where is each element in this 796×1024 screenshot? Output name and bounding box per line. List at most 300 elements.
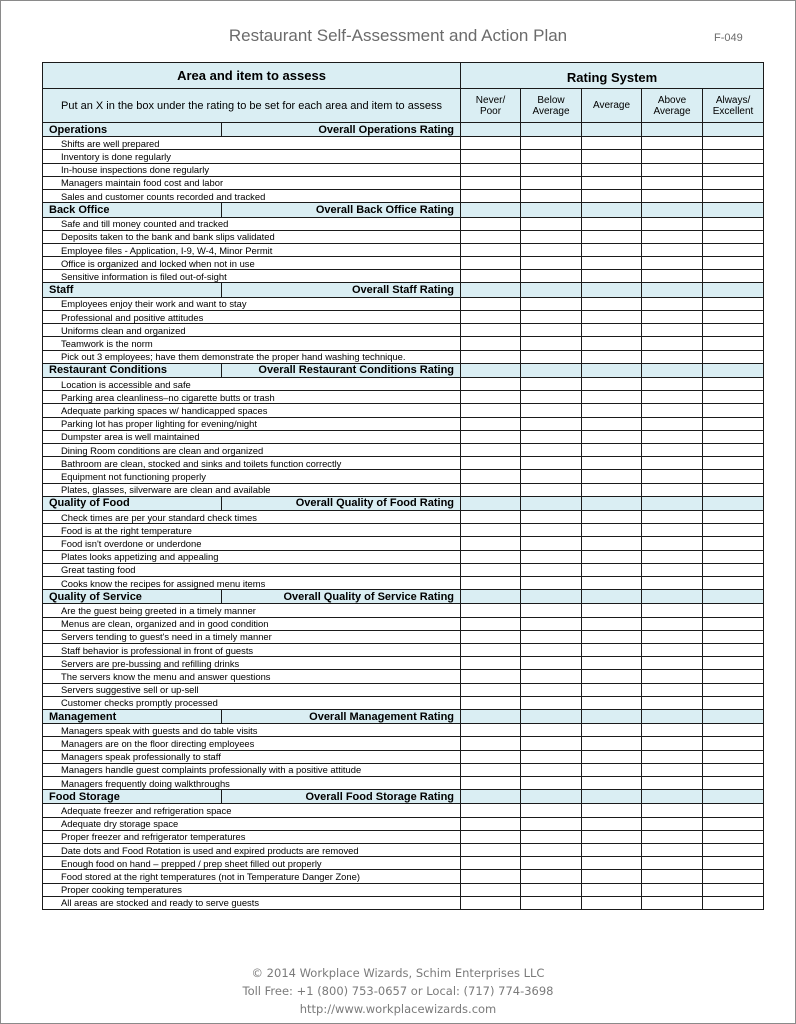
rating-checkbox[interactable] [461,324,521,337]
rating-checkbox[interactable] [461,643,521,656]
rating-checkbox[interactable] [521,563,582,576]
rating-checkbox[interactable] [642,604,703,617]
rating-checkbox[interactable] [703,150,764,163]
rating-checkbox[interactable] [582,870,642,883]
overall-rating-box[interactable] [521,363,582,377]
rating-checkbox[interactable] [461,470,521,483]
overall-rating-box[interactable] [582,283,642,297]
rating-checkbox[interactable] [521,270,582,283]
rating-checkbox[interactable] [521,470,582,483]
rating-checkbox[interactable] [461,310,521,323]
overall-rating-box[interactable] [582,709,642,723]
rating-checkbox[interactable] [703,776,764,789]
rating-checkbox[interactable] [461,737,521,750]
rating-checkbox[interactable] [461,378,521,391]
rating-checkbox[interactable] [461,257,521,270]
section-header-row [43,363,764,377]
rating-checkbox[interactable] [703,630,764,643]
rating-checkbox[interactable] [521,883,582,896]
rating-checkbox[interactable] [521,137,582,150]
rating-checkbox[interactable] [521,683,582,696]
overall-rating-box[interactable] [642,709,703,723]
rating-checkbox[interactable] [642,724,703,737]
rating-checkbox[interactable] [521,297,582,310]
rating-checkbox[interactable] [582,324,642,337]
rating-checkbox[interactable] [521,417,582,430]
rating-checkbox[interactable] [642,844,703,857]
rating-checkbox[interactable] [703,537,764,550]
rating-checkbox[interactable] [642,696,703,709]
rating-checkbox[interactable] [521,657,582,670]
rating-checkbox[interactable] [521,350,582,363]
rating-checkbox[interactable] [582,643,642,656]
rating-checkbox[interactable] [521,630,582,643]
rating-checkbox[interactable] [582,883,642,896]
overall-rating-box[interactable] [521,123,582,137]
rating-checkbox[interactable] [582,524,642,537]
rating-checkbox[interactable] [582,604,642,617]
rating-checkbox[interactable] [521,576,582,589]
rating-checkbox[interactable] [461,176,521,189]
rating-checkbox[interactable] [703,270,764,283]
rating-checkbox[interactable] [703,243,764,256]
rating-checkbox[interactable] [642,510,703,523]
rating-checkbox[interactable] [582,563,642,576]
rating-checkbox[interactable] [461,763,521,776]
rating-checkbox[interactable] [582,163,642,176]
rating-checkbox[interactable] [642,391,703,404]
overall-rating-box[interactable] [461,590,521,604]
rating-checkbox[interactable] [461,510,521,523]
overall-rating-box[interactable] [461,363,521,377]
rating-checkbox[interactable] [582,617,642,630]
rating-checkbox[interactable] [582,550,642,563]
rating-checkbox[interactable] [461,776,521,789]
rating-checkbox[interactable] [703,696,764,709]
overall-rating-box[interactable] [642,123,703,137]
rating-checkbox[interactable] [521,217,582,230]
rating-checkbox[interactable] [703,483,764,496]
rating-checkbox[interactable] [461,391,521,404]
rating-checkbox[interactable] [642,176,703,189]
rating-checkbox[interactable] [703,683,764,696]
overall-rating-box[interactable] [703,203,764,217]
rating-checkbox[interactable] [582,670,642,683]
overall-rating-box[interactable] [582,203,642,217]
rating-checkbox[interactable] [642,324,703,337]
rating-checkbox[interactable] [642,817,703,830]
overall-rating-box[interactable] [461,203,521,217]
rating-checkbox[interactable] [703,896,764,909]
footer-website[interactable]: http://www.workplacewizards.com [299,1002,497,1016]
overall-rating-box[interactable] [582,123,642,137]
rating-checkbox[interactable] [461,683,521,696]
rating-checkbox[interactable] [521,391,582,404]
rating-checkbox[interactable] [582,243,642,256]
rating-checkbox[interactable] [461,696,521,709]
overall-rating-box[interactable] [703,496,764,510]
rating-checkbox[interactable] [642,417,703,430]
overall-rating-box[interactable] [642,496,703,510]
overall-rating-box[interactable] [703,123,764,137]
rating-checkbox[interactable] [461,844,521,857]
rating-checkbox[interactable] [642,297,703,310]
rating-checkbox[interactable] [703,563,764,576]
rating-checkbox[interactable] [582,576,642,589]
rating-checkbox[interactable] [642,270,703,283]
rating-checkbox[interactable] [582,417,642,430]
rating-checkbox[interactable] [642,870,703,883]
rating-checkbox[interactable] [703,176,764,189]
rating-checkbox[interactable] [582,270,642,283]
rating-checkbox[interactable] [521,483,582,496]
rating-checkbox[interactable] [582,470,642,483]
rating-checkbox[interactable] [642,750,703,763]
rating-checkbox[interactable] [582,404,642,417]
rating-checkbox[interactable] [582,350,642,363]
rating-checkbox[interactable] [642,190,703,203]
rating-checkbox[interactable] [461,830,521,843]
overall-rating-box[interactable] [461,123,521,137]
rating-checkbox[interactable] [461,750,521,763]
rating-checkbox[interactable] [461,617,521,630]
rating-checkbox[interactable] [703,817,764,830]
rating-checkbox[interactable] [582,830,642,843]
rating-checkbox[interactable] [703,550,764,563]
rating-checkbox[interactable] [642,657,703,670]
rating-checkbox[interactable] [582,857,642,870]
rating-checkbox[interactable] [521,817,582,830]
rating-checkbox[interactable] [461,537,521,550]
rating-checkbox[interactable] [461,163,521,176]
rating-checkbox[interactable] [642,830,703,843]
rating-checkbox[interactable] [582,804,642,817]
rating-checkbox[interactable] [461,483,521,496]
rating-checkbox[interactable] [582,378,642,391]
rating-checkbox[interactable] [703,617,764,630]
rating-checkbox[interactable] [703,576,764,589]
rating-checkbox[interactable] [642,150,703,163]
rating-checkbox[interactable] [703,137,764,150]
rating-checkbox[interactable] [703,670,764,683]
rating-checkbox[interactable] [582,297,642,310]
rating-checkbox[interactable] [461,576,521,589]
rating-checkbox[interactable] [642,457,703,470]
rating-checkbox[interactable] [461,870,521,883]
rating-checkbox[interactable] [642,617,703,630]
overall-rating-box[interactable] [642,363,703,377]
rating-checkbox[interactable] [582,391,642,404]
rating-checkbox[interactable] [521,163,582,176]
overall-rating-box[interactable] [521,590,582,604]
rating-checkbox[interactable] [461,137,521,150]
rating-checkbox[interactable] [703,750,764,763]
overall-rating-box[interactable] [521,790,582,804]
rating-checkbox[interactable] [461,883,521,896]
rating-checkbox[interactable] [642,404,703,417]
rating-checkbox[interactable] [703,457,764,470]
overall-rating-box[interactable] [703,283,764,297]
rating-checkbox[interactable] [703,604,764,617]
rating-checkbox[interactable] [461,270,521,283]
rating-checkbox[interactable] [703,378,764,391]
rating-checkbox[interactable] [582,230,642,243]
rating-checkbox[interactable] [582,657,642,670]
rating-checkbox[interactable] [703,870,764,883]
rating-checkbox[interactable] [582,630,642,643]
rating-checkbox[interactable] [521,378,582,391]
overall-rating-box[interactable] [461,709,521,723]
rating-checkbox[interactable] [582,817,642,830]
rating-checkbox[interactable] [642,163,703,176]
rating-checkbox[interactable] [642,550,703,563]
rating-checkbox[interactable] [642,537,703,550]
rating-checkbox[interactable] [521,337,582,350]
overall-rating-box[interactable] [642,790,703,804]
rating-checkbox[interactable] [642,857,703,870]
overall-rating-box[interactable] [461,790,521,804]
rating-checkbox[interactable] [642,257,703,270]
rating-checkbox[interactable] [642,230,703,243]
rating-checkbox[interactable] [521,737,582,750]
rating-checkbox[interactable] [521,857,582,870]
overall-rating-box[interactable] [521,203,582,217]
rating-checkbox[interactable] [703,857,764,870]
rating-checkbox[interactable] [521,190,582,203]
rating-checkbox[interactable] [521,443,582,456]
overall-rating-box[interactable] [521,496,582,510]
rating-checkbox[interactable] [582,737,642,750]
overall-rating-box[interactable] [582,790,642,804]
rating-checkbox[interactable] [642,576,703,589]
rating-checkbox[interactable] [521,310,582,323]
rating-checkbox[interactable] [703,737,764,750]
rating-checkbox[interactable] [703,830,764,843]
rating-checkbox[interactable] [642,243,703,256]
rating-checkbox[interactable] [461,670,521,683]
overall-rating-box[interactable] [703,590,764,604]
rating-checkbox[interactable] [521,604,582,617]
rating-checkbox[interactable] [521,430,582,443]
overall-rating-box[interactable] [582,590,642,604]
rating-checkbox[interactable] [582,683,642,696]
rating-checkbox[interactable] [521,257,582,270]
rating-checkbox[interactable] [582,457,642,470]
rating-checkbox[interactable] [703,844,764,857]
rating-checkbox[interactable] [703,443,764,456]
rating-checkbox[interactable] [703,310,764,323]
rating-checkbox[interactable] [521,524,582,537]
rating-checkbox[interactable] [642,563,703,576]
rating-checkbox[interactable] [521,243,582,256]
rating-checkbox[interactable] [582,844,642,857]
rating-checkbox[interactable] [642,137,703,150]
rating-checkbox[interactable] [582,750,642,763]
rating-checkbox[interactable] [461,550,521,563]
overall-rating-box[interactable] [642,283,703,297]
rating-checkbox[interactable] [703,297,764,310]
rating-checkbox[interactable] [703,324,764,337]
rating-checkbox[interactable] [642,630,703,643]
rating-checkbox[interactable] [461,350,521,363]
rating-checkbox[interactable] [582,443,642,456]
rating-checkbox[interactable] [582,510,642,523]
rating-checkbox[interactable] [642,350,703,363]
rating-checkbox[interactable] [582,137,642,150]
rating-checkbox[interactable] [582,763,642,776]
rating-checkbox[interactable] [703,350,764,363]
rating-checkbox[interactable] [642,643,703,656]
rating-checkbox[interactable] [461,230,521,243]
rating-checkbox[interactable] [582,310,642,323]
rating-checkbox[interactable] [703,643,764,656]
section-name: Operations [43,123,222,137]
rating-checkbox[interactable] [582,537,642,550]
rating-checkbox[interactable] [642,470,703,483]
rating-checkbox[interactable] [521,537,582,550]
rating-checkbox[interactable] [703,230,764,243]
rating-checkbox[interactable] [521,750,582,763]
rating-checkbox[interactable] [461,150,521,163]
rating-checkbox[interactable] [461,817,521,830]
rating-checkbox[interactable] [642,763,703,776]
rating-checkbox[interactable] [582,190,642,203]
rating-checkbox[interactable] [703,430,764,443]
rating-checkbox[interactable] [642,443,703,456]
rating-checkbox[interactable] [582,257,642,270]
rating-checkbox[interactable] [521,176,582,189]
rating-checkbox[interactable] [642,683,703,696]
rating-checkbox[interactable] [521,457,582,470]
rating-checkbox[interactable] [521,643,582,656]
rating-checkbox[interactable] [703,724,764,737]
rating-checkbox[interactable] [461,404,521,417]
rating-checkbox[interactable] [703,337,764,350]
rating-checkbox[interactable] [461,604,521,617]
rating-checkbox[interactable] [703,417,764,430]
rating-checkbox[interactable] [642,670,703,683]
rating-checkbox[interactable] [642,883,703,896]
rating-checkbox[interactable] [521,324,582,337]
rating-checkbox[interactable] [461,563,521,576]
overall-rating-box[interactable] [703,709,764,723]
rating-checkbox[interactable] [461,804,521,817]
rating-checkbox[interactable] [582,696,642,709]
rating-checkbox[interactable] [642,737,703,750]
rating-checkbox[interactable] [642,896,703,909]
overall-rating-box[interactable] [461,283,521,297]
rating-checkbox[interactable] [521,896,582,909]
rating-checkbox[interactable] [582,176,642,189]
rating-checkbox[interactable] [461,457,521,470]
rating-checkbox[interactable] [703,257,764,270]
rating-checkbox[interactable] [461,524,521,537]
overall-rating-box[interactable] [521,283,582,297]
rating-checkbox[interactable] [521,670,582,683]
rating-checkbox[interactable] [521,870,582,883]
rating-checkbox[interactable] [582,430,642,443]
rating-checkbox[interactable] [461,443,521,456]
rating-checkbox[interactable] [521,696,582,709]
rating-checkbox[interactable] [703,524,764,537]
assessment-item-text: Menus are clean, organized and in good condition [43,617,461,630]
rating-checkbox[interactable] [703,217,764,230]
rating-checkbox[interactable] [461,297,521,310]
rating-checkbox[interactable] [521,776,582,789]
rating-checkbox[interactable] [521,830,582,843]
rating-checkbox[interactable] [703,657,764,670]
rating-checkbox[interactable] [582,217,642,230]
rating-checkbox[interactable] [582,337,642,350]
rating-checkbox[interactable] [521,724,582,737]
overall-rating-box[interactable] [582,496,642,510]
overall-rating-box[interactable] [703,363,764,377]
rating-checkbox[interactable] [461,630,521,643]
rating-checkbox[interactable] [461,896,521,909]
rating-checkbox[interactable] [461,243,521,256]
rating-checkbox[interactable] [642,217,703,230]
rating-checkbox[interactable] [521,230,582,243]
rating-checkbox[interactable] [521,404,582,417]
rating-checkbox[interactable] [461,217,521,230]
overall-rating-box[interactable] [582,363,642,377]
rating-checkbox[interactable] [461,337,521,350]
rating-checkbox[interactable] [642,483,703,496]
rating-checkbox[interactable] [521,804,582,817]
rating-checkbox[interactable] [703,391,764,404]
rating-checkbox[interactable] [461,657,521,670]
rating-checkbox[interactable] [521,150,582,163]
overall-rating-box[interactable] [521,709,582,723]
overall-rating-box[interactable] [703,790,764,804]
rating-checkbox[interactable] [642,337,703,350]
rating-checkbox[interactable] [642,430,703,443]
rating-checkbox[interactable] [642,776,703,789]
instructions: Put an X in the box under the rating to be set for each area and item to assess [43,89,461,123]
rating-checkbox[interactable] [521,763,582,776]
overall-rating-box[interactable] [642,203,703,217]
rating-checkbox[interactable] [703,163,764,176]
rating-checkbox[interactable] [642,804,703,817]
rating-checkbox[interactable] [461,190,521,203]
rating-checkbox[interactable] [461,724,521,737]
rating-checkbox[interactable] [582,150,642,163]
overall-rating-box[interactable] [642,590,703,604]
rating-checkbox[interactable] [582,776,642,789]
rating-checkbox[interactable] [521,617,582,630]
rating-checkbox[interactable] [461,857,521,870]
rating-checkbox[interactable] [642,310,703,323]
rating-checkbox[interactable] [582,896,642,909]
rating-checkbox[interactable] [642,524,703,537]
rating-checkbox[interactable] [521,510,582,523]
rating-checkbox[interactable] [703,804,764,817]
rating-checkbox[interactable] [703,404,764,417]
rating-checkbox[interactable] [703,190,764,203]
rating-checkbox[interactable] [582,483,642,496]
rating-checkbox[interactable] [461,417,521,430]
rating-checkbox[interactable] [642,378,703,391]
rating-checkbox[interactable] [582,724,642,737]
rating-checkbox[interactable] [521,844,582,857]
rating-checkbox[interactable] [703,763,764,776]
overall-rating-box[interactable] [461,496,521,510]
rating-checkbox[interactable] [521,550,582,563]
rating-checkbox[interactable] [703,470,764,483]
rating-checkbox[interactable] [461,430,521,443]
rating-checkbox[interactable] [703,883,764,896]
rating-checkbox[interactable] [703,510,764,523]
